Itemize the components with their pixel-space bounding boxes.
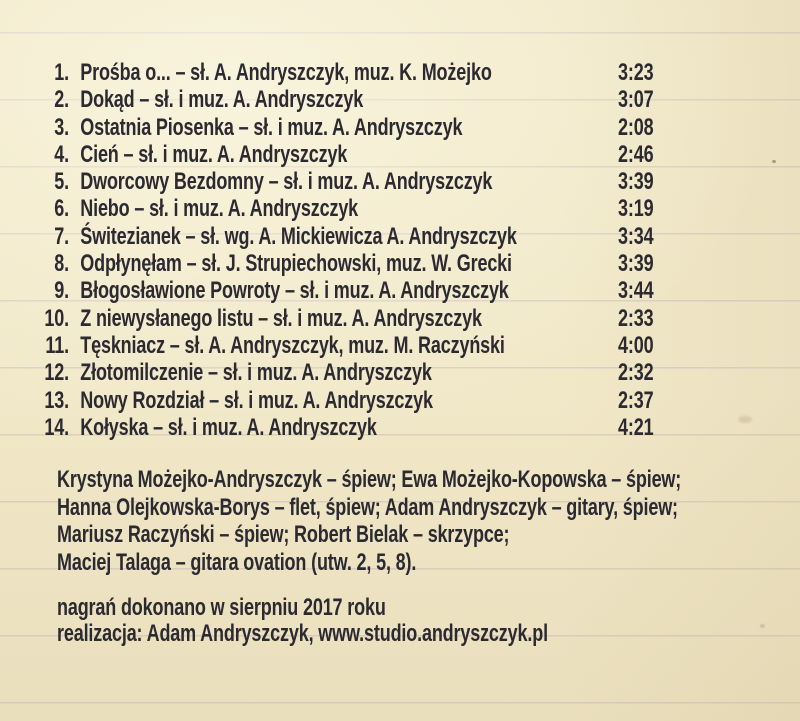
track-row — [0, 86, 800, 113]
track-row — [0, 387, 800, 414]
track-row — [0, 141, 800, 168]
track-number: 4. — [54, 140, 69, 168]
track-title: Kołyska – sł. i muz. A. Andryszczyk — [80, 413, 377, 441]
track-row — [0, 359, 800, 386]
track-duration: 2:08 — [618, 113, 654, 141]
track-row — [0, 414, 800, 441]
track-title: Cień – sł. i muz. A. Andryszczyk — [80, 140, 348, 168]
track-duration: 2:33 — [618, 304, 654, 332]
track-title: Błogosławione Powroty – sł. i muz. A. Andryszczyk — [80, 277, 509, 305]
track-title: Z niewysłanego listu – sł. i muz. A. Andryszczyk — [80, 304, 482, 332]
track-duration: 2:46 — [618, 140, 654, 168]
track-number: 14. — [44, 413, 69, 441]
track-row — [0, 305, 800, 332]
track-duration: 3:19 — [618, 195, 654, 223]
track-number: 12. — [44, 359, 69, 387]
credits-line: Hanna Olejkowska-Borys – flet, śpiew; Adam Andryszczyk – gitary, śpiew; — [57, 493, 678, 521]
credits-line: Krystyna Możejko-Andryszczyk – śpiew; Ewa Możejko-Kopowska – śpiew; — [57, 466, 682, 493]
track-title: Nowy Rozdział – sł. i muz. A. Andryszczyk — [80, 386, 433, 414]
track-duration: 3:44 — [618, 277, 654, 305]
performer-credits — [57, 466, 800, 576]
track-number: 13. — [44, 386, 69, 414]
track-duration: 2:32 — [618, 359, 654, 387]
track-row — [0, 250, 800, 277]
track-number: 10. — [44, 304, 69, 332]
track-duration: 3:39 — [618, 168, 654, 196]
track-row — [0, 114, 800, 141]
track-row — [0, 277, 800, 304]
track-number: 9. — [54, 277, 69, 305]
track-number: 11. — [45, 331, 69, 359]
track-duration: 3:39 — [618, 250, 654, 278]
credits-line: Mariusz Raczyński – śpiew; Robert Bielak – skrzypce; — [57, 521, 510, 548]
track-number: 2. — [54, 86, 69, 114]
track-duration: 3:07 — [618, 86, 654, 114]
track-row — [0, 223, 800, 250]
track-number: 5. — [54, 168, 69, 196]
track-row — [0, 332, 800, 359]
track-title: Złotomilczenie – sł. i muz. A. Andryszczyk — [80, 359, 432, 387]
track-duration: 3:23 — [618, 59, 654, 86]
track-row — [0, 195, 800, 222]
track-number: 8. — [54, 250, 69, 278]
track-title: Niebo – sł. i muz. A. Andryszczyk — [80, 195, 359, 223]
track-title: Dokąd – sł. i muz. A. Andryszczyk — [80, 86, 364, 114]
track-row — [0, 168, 800, 195]
track-title: Świtezianek – sł. wg. A. Mickiewicza A. Andryszczyk — [80, 222, 517, 250]
track-title: Ostatnia Piosenka – sł. i muz. A. Andryszczyk — [80, 113, 463, 141]
track-duration: 2:37 — [618, 386, 654, 414]
track-number: 1. — [54, 59, 69, 86]
track-number: 7. — [54, 222, 69, 250]
track-number: 6. — [54, 195, 69, 223]
track-title: Odpłynęłam – sł. J. Strupiechowski, muz. W. Grecki — [80, 250, 512, 278]
track-title: Prośba o... – sł. A. Andryszczyk, muz. K. Możejko — [80, 59, 492, 86]
track-duration: 4:21 — [618, 413, 654, 441]
credits-line: Maciej Talaga – gitara ovation (utw. 2, 5, 8). — [57, 548, 417, 576]
track-duration: 4:00 — [618, 331, 654, 359]
track-list — [0, 59, 800, 441]
recording-info — [57, 595, 800, 647]
recording-info-line: realizacja: Adam Andryszczyk, www.studio.andryszczyk.pl — [57, 620, 548, 647]
track-duration: 3:34 — [618, 222, 654, 250]
recording-info-line: nagrań dokonano w sierpniu 2017 roku — [57, 594, 386, 621]
track-title: Dworcowy Bezdomny – sł. i muz. A. Andryszczyk — [80, 168, 493, 196]
track-row — [0, 59, 800, 86]
track-title: Tęskniacz – sł. A. Andryszczyk, muz. M. Raczyński — [80, 331, 505, 359]
track-number: 3. — [54, 113, 69, 141]
